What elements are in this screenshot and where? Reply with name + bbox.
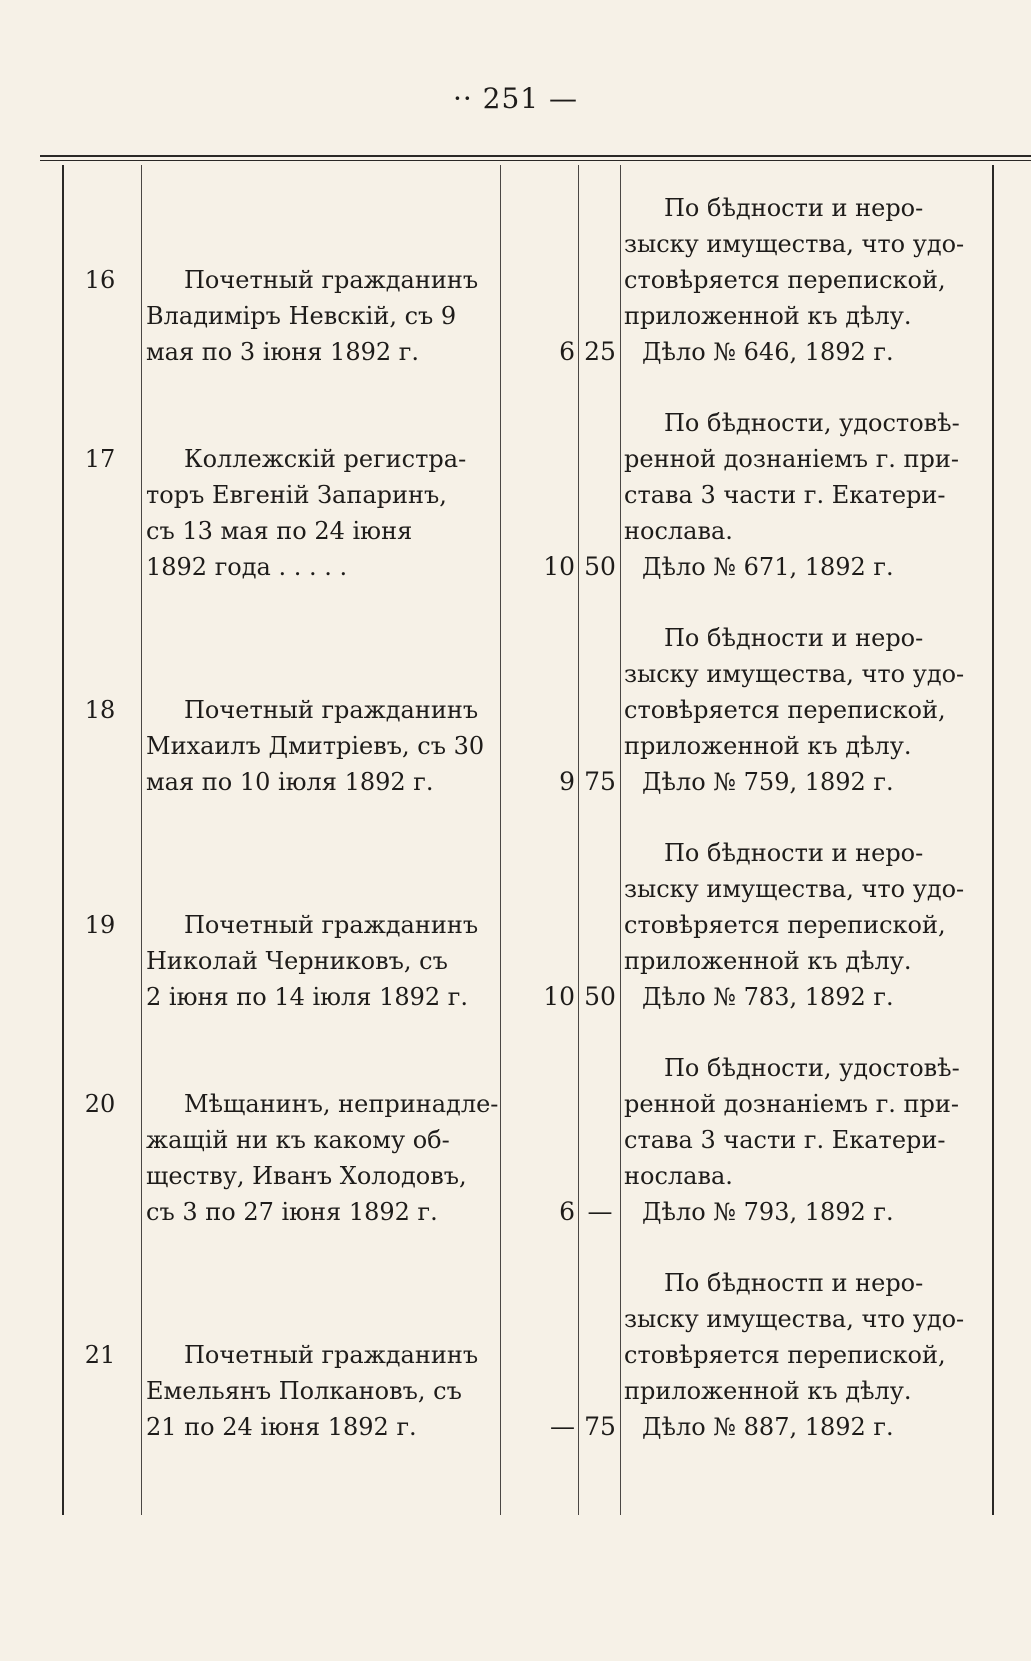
amount-kopecks: 50 — [584, 552, 616, 581]
case-reference: Дѣло № 783, 1892 г. — [642, 983, 894, 1011]
person-description-line: 1892 года . . . . . — [146, 553, 348, 581]
top-rule-thin — [40, 160, 1031, 161]
person-description-line: Почетный гражданинъ — [184, 911, 479, 939]
person-description — [146, 441, 500, 585]
amount-rubles: — — [550, 1412, 575, 1441]
table-row — [0, 1032, 1031, 1247]
reason-line: ренной дознаніемъ г. при- — [624, 1090, 959, 1118]
person-description — [146, 262, 500, 370]
person-description-line: Почетный гражданинъ — [184, 1341, 479, 1369]
reason-line: зыску имущества, что удо- — [624, 1305, 965, 1333]
person-description-line: торъ Евгеній Запаринъ, — [146, 481, 447, 509]
reason-line: стовѣряется перепиской, — [624, 696, 946, 724]
page-number: ·· 251 — — [452, 82, 579, 115]
person-description — [146, 907, 500, 1015]
row-number: 20 — [84, 1090, 116, 1118]
amount-rubles: 9 — [559, 767, 575, 796]
person-description-line: съ 3 по 27 іюня 1892 г. — [146, 1198, 438, 1226]
amount-rubles: 10 — [543, 982, 575, 1011]
case-reference: Дѣло № 887, 1892 г. — [642, 1413, 894, 1441]
person-description — [146, 1086, 500, 1230]
row-number: 16 — [84, 266, 116, 294]
reason-line: стовѣряется перепиской, — [624, 1341, 946, 1369]
reason-line: става 3 части г. Екатери- — [624, 481, 946, 509]
person-description-line: Емельянъ Полкановъ, съ — [146, 1377, 462, 1405]
row-number: 17 — [84, 445, 116, 473]
reason-text — [624, 620, 992, 800]
person-description-line: ществу, Иванъ Холодовъ, — [146, 1162, 467, 1190]
table-row — [0, 817, 1031, 1032]
reason-line: По бѣдности и неро- — [664, 624, 924, 652]
amount-rubles: 10 — [543, 552, 575, 581]
row-number: 21 — [84, 1341, 116, 1369]
person-description-line: Мѣщанинъ, непринадле- — [184, 1090, 499, 1118]
person-description-line: 21 по 24 іюня 1892 г. — [146, 1413, 417, 1441]
amount-kopecks: — — [587, 1197, 613, 1226]
reason-text — [624, 190, 992, 370]
reason-line: По бѣдности и неро- — [664, 194, 924, 222]
person-description-line: 2 іюня по 14 іюля 1892 г. — [146, 983, 468, 1011]
person-description-line: жащій ни къ какому об- — [146, 1126, 450, 1154]
case-reference: Дѣло № 671, 1892 г. — [642, 553, 894, 581]
reason-line: ренной дознаніемъ г. при- — [624, 445, 959, 473]
case-reference: Дѣло № 793, 1892 г. — [642, 1198, 894, 1226]
table-row — [0, 1247, 1031, 1462]
person-description-line: мая по 10 іюля 1892 г. — [146, 768, 434, 796]
reason-line: приложенной къ дѣлу. — [624, 732, 912, 760]
row-number: 18 — [84, 696, 116, 724]
reason-line: По бѣдности, удостовѣ- — [664, 409, 960, 437]
reason-line: приложенной къ дѣлу. — [624, 947, 912, 975]
person-description-line: Николай Черниковъ, съ — [146, 947, 448, 975]
amount-rubles: 6 — [559, 337, 575, 366]
reason-line: приложенной къ дѣлу. — [624, 1377, 912, 1405]
reason-line: нослава. — [624, 517, 733, 545]
reason-line: стовѣряется перепиской, — [624, 911, 946, 939]
amount-kopecks: 50 — [584, 982, 616, 1011]
reason-text — [624, 835, 992, 1015]
amount-kopecks: 25 — [584, 337, 616, 366]
reason-text — [624, 1050, 992, 1230]
person-description-line: мая по 3 іюня 1892 г. — [146, 338, 419, 366]
reason-line: става 3 части г. Екатери- — [624, 1126, 946, 1154]
reason-line: По бѣдности, удостовѣ- — [664, 1054, 960, 1082]
reason-line: зыску имущества, что удо- — [624, 660, 965, 688]
case-reference: Дѣло № 759, 1892 г. — [642, 768, 894, 796]
reason-line: нослава. — [624, 1162, 733, 1190]
top-rule — [40, 155, 1031, 157]
person-description-line: Владиміръ Невскій, съ 9 — [146, 302, 457, 330]
amount-rubles: 6 — [559, 1197, 575, 1226]
reason-line: зыску имущества, что удо- — [624, 230, 965, 258]
reason-line: зыску имущества, что удо- — [624, 875, 965, 903]
reason-line: По бѣдности и неро- — [664, 839, 924, 867]
amount-kopecks: 75 — [584, 767, 616, 796]
table-row — [0, 172, 1031, 387]
person-description — [146, 692, 500, 800]
reason-line: По бѣдностп и неро- — [664, 1269, 924, 1297]
person-description-line: Коллежскій регистра- — [184, 445, 467, 473]
reason-text — [624, 405, 992, 585]
reason-line: приложенной къ дѣлу. — [624, 302, 912, 330]
person-description-line: Почетный гражданинъ — [184, 266, 479, 294]
person-description-line: Михаилъ Дмитріевъ, съ 30 — [146, 732, 485, 760]
person-description — [146, 1337, 500, 1445]
table-row — [0, 387, 1031, 602]
reason-text — [624, 1265, 992, 1445]
table-row — [0, 602, 1031, 817]
amount-kopecks: 75 — [584, 1412, 616, 1441]
row-number: 19 — [84, 911, 116, 939]
case-reference: Дѣло № 646, 1892 г. — [642, 338, 894, 366]
reason-line: стовѣряется перепиской, — [624, 266, 946, 294]
person-description-line: Почетный гражданинъ — [184, 696, 479, 724]
person-description-line: съ 13 мая по 24 іюня — [146, 517, 413, 545]
